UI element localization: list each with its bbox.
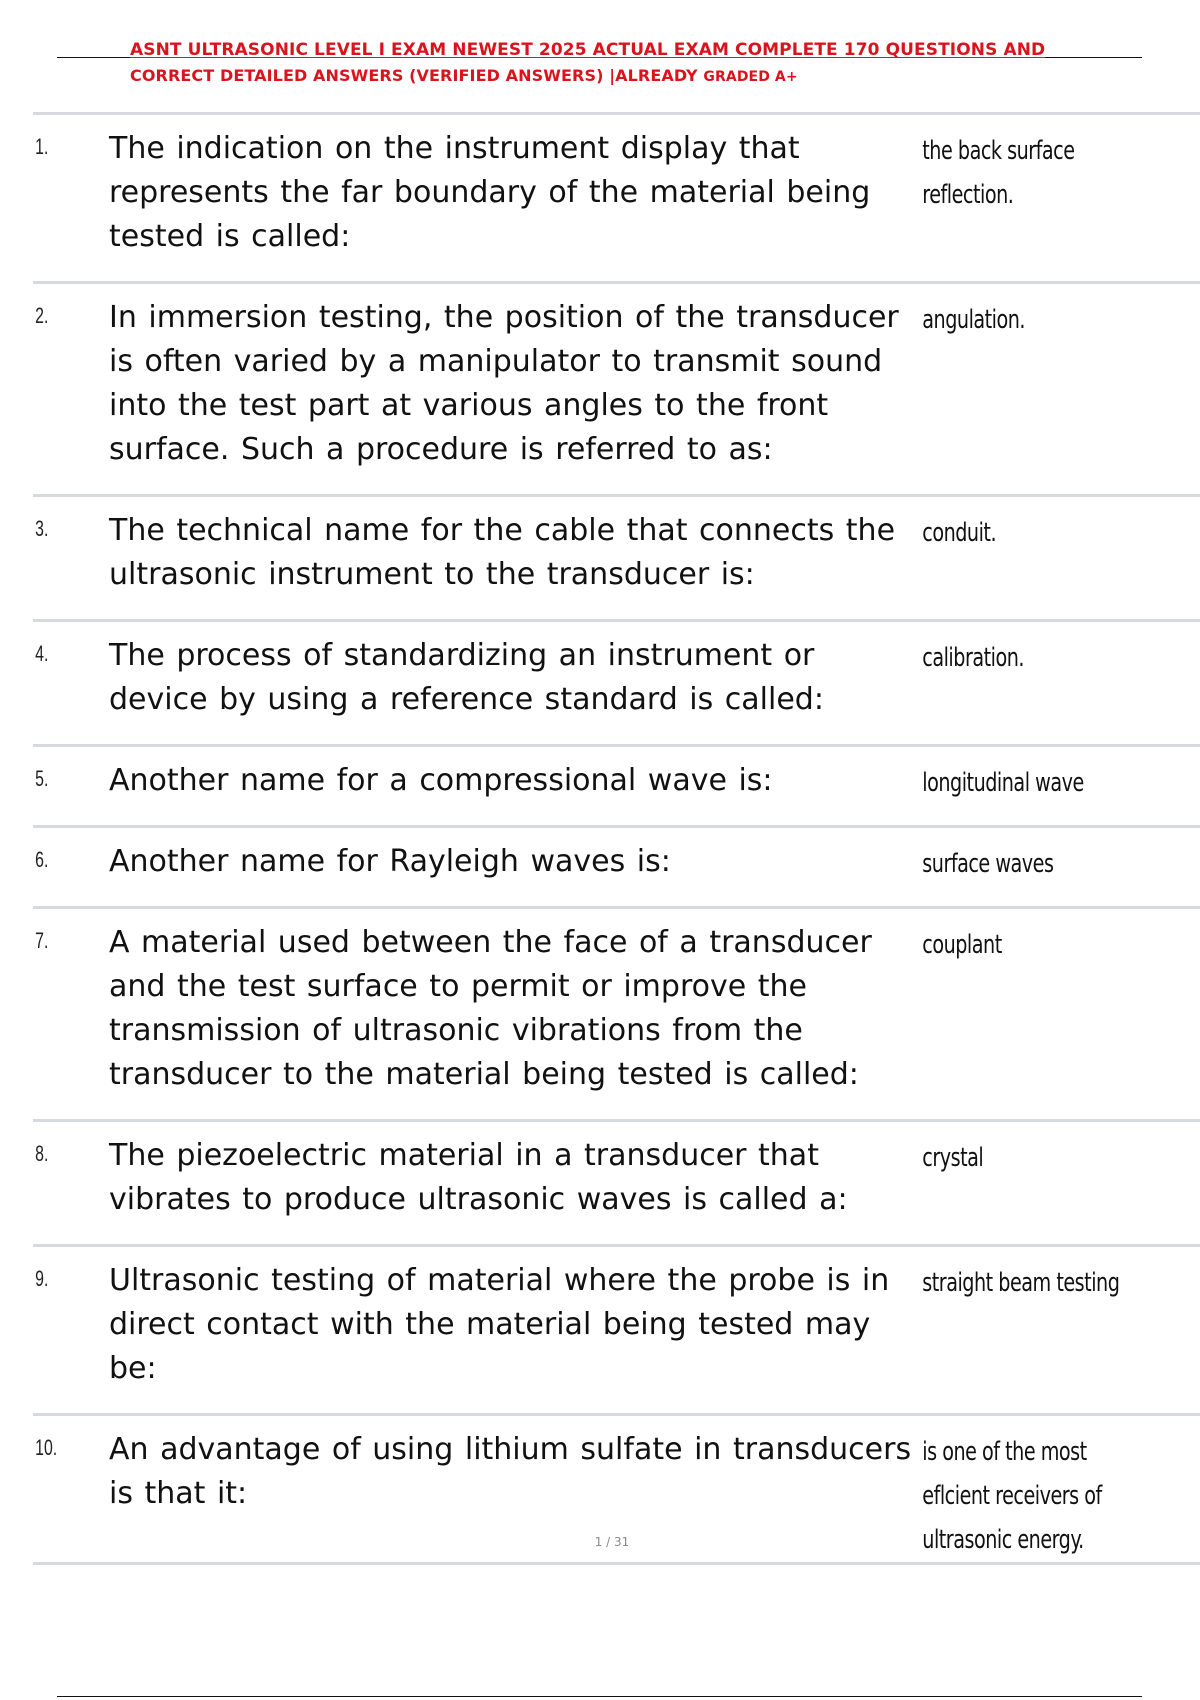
question-number: 5. (35, 766, 49, 791)
question-text: Another name for a compressional wave is: (109, 763, 773, 798)
answer-text: surface waves (922, 849, 1054, 879)
document-header (130, 38, 1130, 90)
answer-text: crystal (922, 1143, 984, 1173)
question-number: 9. (35, 1266, 49, 1291)
question-number: 10. (35, 1435, 58, 1460)
answer-text: angulation. (922, 305, 1026, 335)
question-number: 6. (35, 847, 49, 872)
question-text: Ultrasonic testing of material where the probe is in direct contact with the material being tested may be: (109, 1263, 890, 1386)
question-number: 8. (35, 1141, 49, 1166)
question-row (33, 1122, 1200, 1247)
header-title-line-2 (130, 63, 1130, 90)
answer-text: conduit. (922, 518, 997, 548)
question-number: 7. (35, 928, 49, 953)
question-row (33, 115, 1200, 284)
answer-text: the back surface reflection. (922, 136, 1075, 210)
question-number: 3. (35, 516, 49, 541)
question-text: The process of standardizing an instrument or device by using a reference standard is called: (109, 638, 824, 717)
question-row (33, 284, 1200, 497)
question-row (33, 622, 1200, 747)
question-row (33, 497, 1200, 622)
question-text: In immersion testing, the position of the transducer is often varied by a manipulator to transmit sound into the test part at various angles to the front surface. Such a procedure is referred to as: (109, 300, 899, 467)
question-text: The technical name for the cable that connects the ultrasonic instrument to the transducer is: (109, 513, 896, 592)
bottom-divider (57, 1696, 1142, 1697)
question-text: The piezoelectric material in a transducer that vibrates to produce ultrasonic waves is called a: (109, 1138, 848, 1217)
answer-text: straight beam testing (922, 1268, 1120, 1298)
question-text: An advantage of using lithium sulfate in transducers is that it: (109, 1432, 912, 1511)
question-text: A material used between the face of a transducer and the test surface to permit or improve the transmission of ultrasonic vibrations from the transducer to the material being tested is called: (109, 925, 872, 1092)
answer-text: is one of the most eflcient receivers of ultrasonic energy. (922, 1437, 1102, 1555)
question-row (33, 747, 1200, 828)
question-number: 2. (35, 303, 49, 328)
page-number: 1 / 31 (594, 1535, 630, 1549)
question-number: 4. (35, 641, 49, 666)
answer-text: longitudinal wave (922, 768, 1084, 798)
answer-text: calibration. (922, 643, 1024, 673)
question-row (33, 1247, 1200, 1416)
question-number: 1. (35, 134, 49, 159)
header-title-line-1: ASNT ULTRASONIC LEVEL I EXAM NEWEST 2025 ACTUAL EXAM COMPLETE 170 QUESTIONS AND (130, 40, 1046, 60)
question-text: The indication on the instrument display that represents the far boundary of the material being tested is called: (109, 131, 871, 254)
answer-text: couplant (922, 930, 1002, 960)
header-line-2-main: CORRECT DETAILED ANSWERS (VERIFIED ANSWERS) |ALREADY (130, 66, 704, 85)
question-row (33, 909, 1200, 1122)
question-text: Another name for Rayleigh waves is: (109, 844, 671, 879)
header-line-2-small: GRADED A+ (703, 69, 798, 85)
question-answer-table (33, 112, 1200, 1565)
question-row (33, 828, 1200, 909)
